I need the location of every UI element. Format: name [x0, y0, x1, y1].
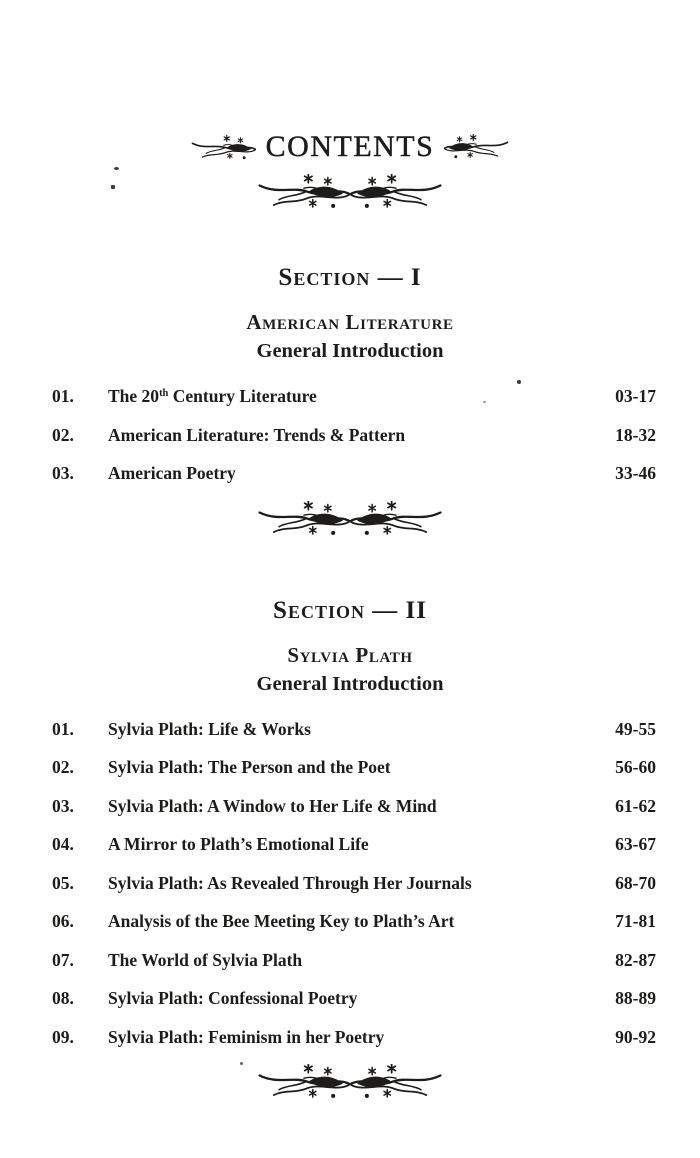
entry-pages: 63-67 [615, 834, 656, 854]
entry-number: 02. [52, 424, 74, 445]
section-1-subtitle: American Literature [246, 310, 454, 334]
floral-divider-icon [252, 1064, 448, 1103]
entry-number: 05. [52, 872, 74, 893]
scan-speck [114, 167, 119, 170]
toc-entry [52, 718, 656, 740]
entry-number: 06. [52, 911, 74, 931]
entry-title: A Mirror to Plath’s Emotional Life [108, 834, 369, 854]
toc-entry [52, 987, 656, 1009]
entry-number: 01. [52, 718, 74, 739]
entry-title: Analysis of the Bee Meeting Key to Plath’s Art [108, 911, 455, 931]
entry-pages: 82-87 [615, 949, 656, 970]
entry-title: Sylvia Plath: As Revealed Through Her Journals [108, 872, 472, 893]
floral-divider-icon [252, 174, 448, 213]
scan-speck [240, 1062, 243, 1065]
contents-title-row [0, 0, 700, 164]
toc-entry [52, 1026, 656, 1048]
toc-entry [52, 872, 656, 894]
section-1 [0, 263, 700, 484]
scan-speck [483, 401, 486, 403]
toc-entry [52, 462, 656, 484]
entry-number: 03. [52, 795, 74, 816]
scan-speck [517, 380, 521, 384]
entry-number: 08. [52, 988, 74, 1008]
entry-title: Sylvia Plath: Confessional Poetry [108, 988, 358, 1008]
entry-title: Sylvia Plath: Life & Works [108, 718, 311, 739]
entry-number: 04. [52, 834, 74, 854]
contents-header [0, 0, 700, 213]
section-2-heading: Section — II [273, 596, 427, 624]
section-2-general-introduction: General Introduction [256, 672, 444, 695]
entry-pages: 49-55 [615, 718, 656, 739]
entry-title: Sylvia Plath: Feminism in her Poetry [108, 1026, 385, 1047]
entry-pages: 56-60 [615, 757, 656, 777]
toc-entry [52, 833, 656, 855]
entry-pages: 88-89 [615, 988, 656, 1008]
scan-speck [111, 185, 115, 189]
entry-number: 07. [52, 949, 74, 970]
entry-title: Sylvia Plath: A Window to Her Life & Mind [108, 795, 437, 816]
toc-entry [52, 949, 656, 971]
entry-pages: 61-62 [615, 795, 656, 816]
entry-pages: 03-17 [615, 386, 656, 406]
toc-entry [52, 385, 656, 407]
entry-number: 09. [52, 1026, 74, 1047]
entry-pages: 90-92 [615, 1026, 656, 1047]
entry-title: American Literature: Trends & Pattern [108, 424, 406, 445]
section-1-toc-list [0, 385, 700, 484]
floral-flourish-right-icon [444, 134, 510, 162]
page-title: CONTENTS [265, 130, 435, 163]
floral-flourish-left-icon [190, 135, 256, 163]
entry-pages: 68-70 [615, 872, 656, 893]
entry-title: The World of Sylvia Plath [108, 949, 303, 970]
entry-number: 01. [52, 386, 74, 406]
entry-number: 03. [52, 463, 74, 483]
entry-pages: 71-81 [615, 911, 656, 931]
entry-number: 02. [52, 757, 74, 777]
section-1-heading: Section — I [278, 264, 422, 291]
section-1-general-introduction: General Introduction [256, 340, 444, 362]
toc-entry [52, 424, 656, 446]
section-2-toc-list [0, 718, 700, 1048]
toc-entry [52, 795, 656, 817]
entry-title: American Poetry [108, 463, 236, 483]
entry-pages: 18-32 [615, 424, 656, 445]
section-2 [0, 596, 700, 1048]
toc-entry [52, 756, 656, 778]
ordinal-superscript: th [159, 388, 169, 399]
toc-entry [52, 910, 656, 932]
entry-title: The 20th Century Literature [108, 386, 317, 406]
floral-divider-icon [252, 501, 448, 540]
entry-pages: 33-46 [615, 463, 656, 483]
section-2-subtitle: Sylvia Plath [287, 642, 413, 667]
entry-title: Sylvia Plath: The Person and the Poet [108, 757, 391, 777]
